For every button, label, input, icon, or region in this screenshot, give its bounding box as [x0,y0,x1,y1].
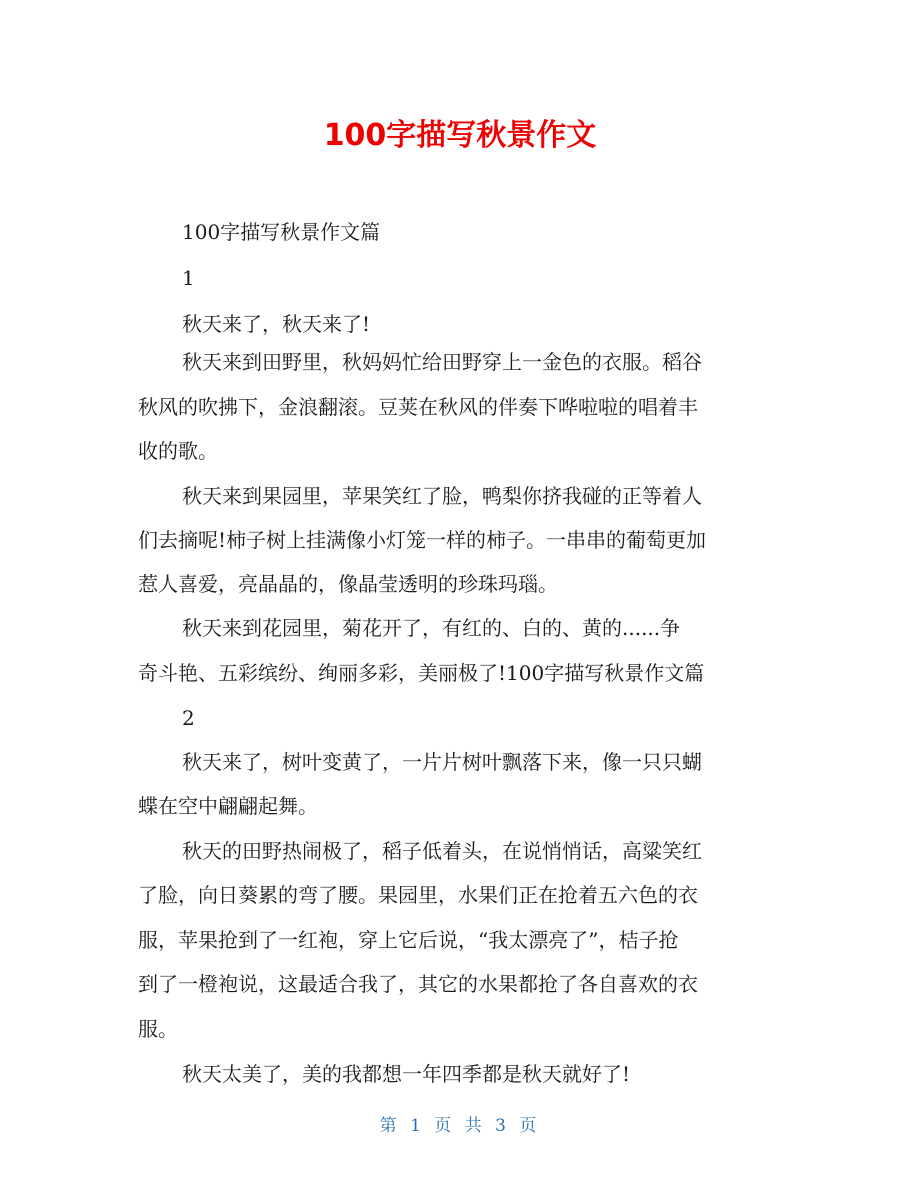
paragraph-line: 秋天来了，树叶变黄了，一片片树叶飘落下来，像一只只蝴 [182,750,702,774]
paragraph-line: 秋天来了，秋天来了! [182,312,371,336]
paragraph-line: 秋天的田野热闹极了，稻子低着头，在说悄悄话，高粱笑红 [182,839,702,863]
paragraph-line: 服，苹果抢到了一红袍，穿上它后说，“我太漂亮了”，桔子抢 [138,928,679,952]
document-title: 100字描写秋景作文 [323,118,597,153]
paragraph-line: 们去摘呢!柿子树上挂满像小灯笼一样的柿子。一串串的葡萄更加 [138,528,707,552]
paragraph-line: 奇斗艳、五彩缤纷、绚丽多彩，美丽极了!100字描写秋景作文篇 [138,661,705,685]
paragraph-line: 秋天太美了，美的我都想一年四季都是秋天就好了! [182,1062,631,1086]
page-number: 第 1 页 共 3 页 [379,1116,541,1136]
paragraph-line: 秋天来到果园里，苹果笑红了脸，鸭梨你挤我碰的正等着人 [182,484,702,508]
heading-number: 1 [182,266,195,290]
heading-number: 2 [182,706,195,730]
paragraph-line: 收的歌。 [138,439,218,463]
heading-line: 100字描写秋景作文篇 [182,220,381,244]
paragraph-line: 惹人喜爱，亮晶晶的，像晶莹透明的珍珠玛瑙。 [138,572,558,596]
paragraph-line: 秋风的吹拂下，金浪翻滚。豆荚在秋风的伴奏下哗啦啦的唱着丰 [138,395,698,419]
paragraph-line: 秋天来到田野里，秋妈妈忙给田野穿上一金色的衣服。稻谷 [182,350,702,374]
paragraph-line: 到了一橙袍说，这最适合我了，其它的水果都抢了各自喜欢的衣 [138,972,698,996]
paragraph-line: 服。 [138,1017,178,1041]
paragraph-line: 秋天来到花园里，菊花开了，有红的、白的、黄的......争 [182,616,681,640]
paragraph-line: 蝶在空中翩翩起舞。 [138,794,318,818]
paragraph-line: 了脸，向日葵累的弯了腰。果园里，水果们正在抢着五六色的衣 [138,883,698,907]
